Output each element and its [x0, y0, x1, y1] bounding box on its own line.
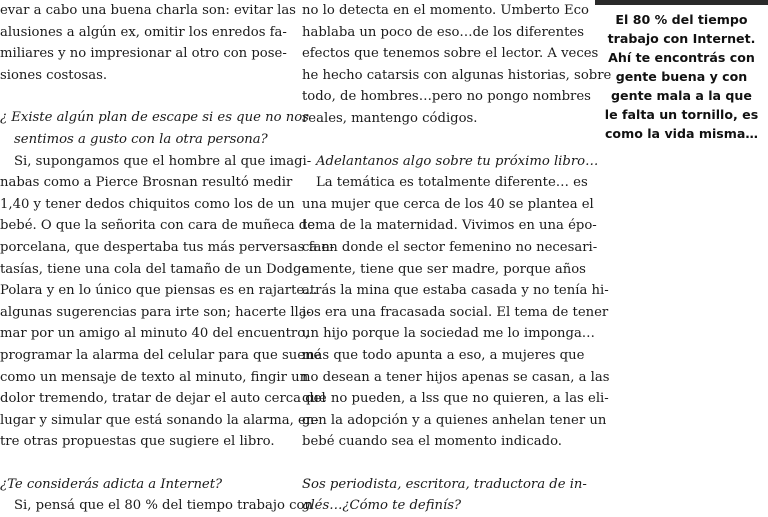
- text-line: bebé. O que la señorita con cara de muñeca de: [0, 218, 315, 234]
- question-line: ¿ Existe algún plan de escape si es que no nos: [0, 110, 309, 126]
- caption-line: gente buena y con: [615, 69, 748, 84]
- text-line: hablaba un poco de eso…de los diferentes: [302, 24, 584, 40]
- text-line: atrás la mina que estaba casada y no tenía hi-: [302, 283, 609, 299]
- text-line: siones costosas.: [0, 67, 108, 83]
- question-line: sentimos a gusto con la otra persona?: [14, 131, 268, 147]
- text-line: jos era una fracasada social. El tema de tener: [302, 304, 609, 320]
- text-line: programar la alarma del celular para que suene: [0, 347, 322, 363]
- text-line: bebé cuando sea el momento indicado.: [302, 434, 562, 450]
- text-line: ca en donde el sector femenino no necesari-: [302, 239, 598, 255]
- photo-edge-bar: [595, 0, 768, 5]
- left-column: [0, 0, 335, 517]
- paragraph-gap: [0, 86, 282, 107]
- text-line: Si, supongamos que el hombre al que imagi-: [14, 153, 312, 169]
- text-line: Polara y en lo único que piensas es en rajarte…: [0, 283, 318, 299]
- text-line: como un mensaje de texto al minuto, fingir un: [0, 369, 309, 385]
- text-line: mar por un amigo al minuto 40 del encuentro,: [0, 326, 310, 342]
- paragraph-gap: [0, 453, 282, 474]
- question-line: glés…¿Cómo te definís?: [302, 498, 462, 514]
- text-line: todo, de hombres…pero no pongo nombres: [302, 89, 591, 105]
- question-line: ¿Te considerás adicta a Internet?: [0, 476, 223, 492]
- question-line: Adelantanos algo sobre tu próximo libro…: [316, 153, 599, 169]
- text-line: tre otras propuestas que sugiere el libro.: [0, 434, 275, 450]
- paragraph-gap: [302, 453, 587, 474]
- text-line: más que todo apunta a eso, a mujeres que: [302, 347, 585, 363]
- text-line: dolor tremendo, tratar de dejar el auto cerca del: [0, 391, 326, 407]
- text-line: no lo detecta en el momento. Umberto Eco: [302, 3, 589, 18]
- caption-line: gente mala a la que: [611, 88, 752, 103]
- text-line: amente, tiene que ser madre, porque años: [302, 261, 586, 277]
- question-line: Sos periodista, escritora, traductora de in-: [302, 476, 587, 492]
- caption-line: trabajo con Internet.: [607, 31, 756, 46]
- text-line: tasías, tiene una cola del tamaño de un Dodge: [0, 261, 310, 277]
- text-line: he hecho catarsis con algunas historias, sobre: [302, 67, 612, 83]
- paragraph-gap: [302, 130, 587, 151]
- pullquote-caption: [595, 10, 768, 143]
- text-line: efectos que tenemos sobre el lector. A veces: [302, 46, 599, 62]
- text-line: no desean a tener hijos apenas se casan, a las: [302, 369, 610, 385]
- text-line: algunas sugerencias para irte son; hacerte lla-: [0, 304, 312, 320]
- text-line: una mujer que cerca de los 40 se plantea el: [302, 196, 594, 212]
- text-line: evar a cabo una buena charla son: evitar las: [0, 3, 296, 18]
- text-line: porcelana, que despertaba tus más perversas fan-: [0, 239, 335, 255]
- text-line: reales, mantengo códigos.: [302, 110, 478, 126]
- caption-line: El 80 % del tiempo: [615, 12, 748, 27]
- text-line: que no pueden, a lss que no quieren, a las eli-: [302, 391, 609, 407]
- text-line: nabas como a Pierce Brosnan resultó medir: [0, 175, 293, 191]
- sidebar-pullquote: [595, 0, 768, 432]
- text-line: Si, pensá que el 80 % del tiempo trabajo con: [14, 498, 313, 514]
- text-line: un hijo porque la sociedad me lo imponga…: [302, 326, 595, 342]
- text-line: alusiones a algún ex, omitir los enredos fa-: [0, 24, 287, 40]
- text-line: gen la adopción y a quienes anhelan tener un: [302, 412, 607, 428]
- text-line: 1,40 y tener dedos chiquitos como los de un: [0, 196, 295, 212]
- caption-line: le falta un tornillo, es: [604, 107, 759, 122]
- caption-line: Ahí te encontrás con: [608, 50, 755, 65]
- text-line: La temática es totalmente diferente… es: [316, 175, 588, 191]
- text-line: lugar y simular que está sonando la alarma, en-: [0, 412, 319, 428]
- caption-line: como la vida misma…: [604, 126, 759, 141]
- text-line: tema de la maternidad. Vivimos en una épo-: [302, 218, 597, 234]
- text-line: miliares y no impresionar al otro con pose-: [0, 46, 287, 62]
- middle-column: [302, 0, 612, 517]
